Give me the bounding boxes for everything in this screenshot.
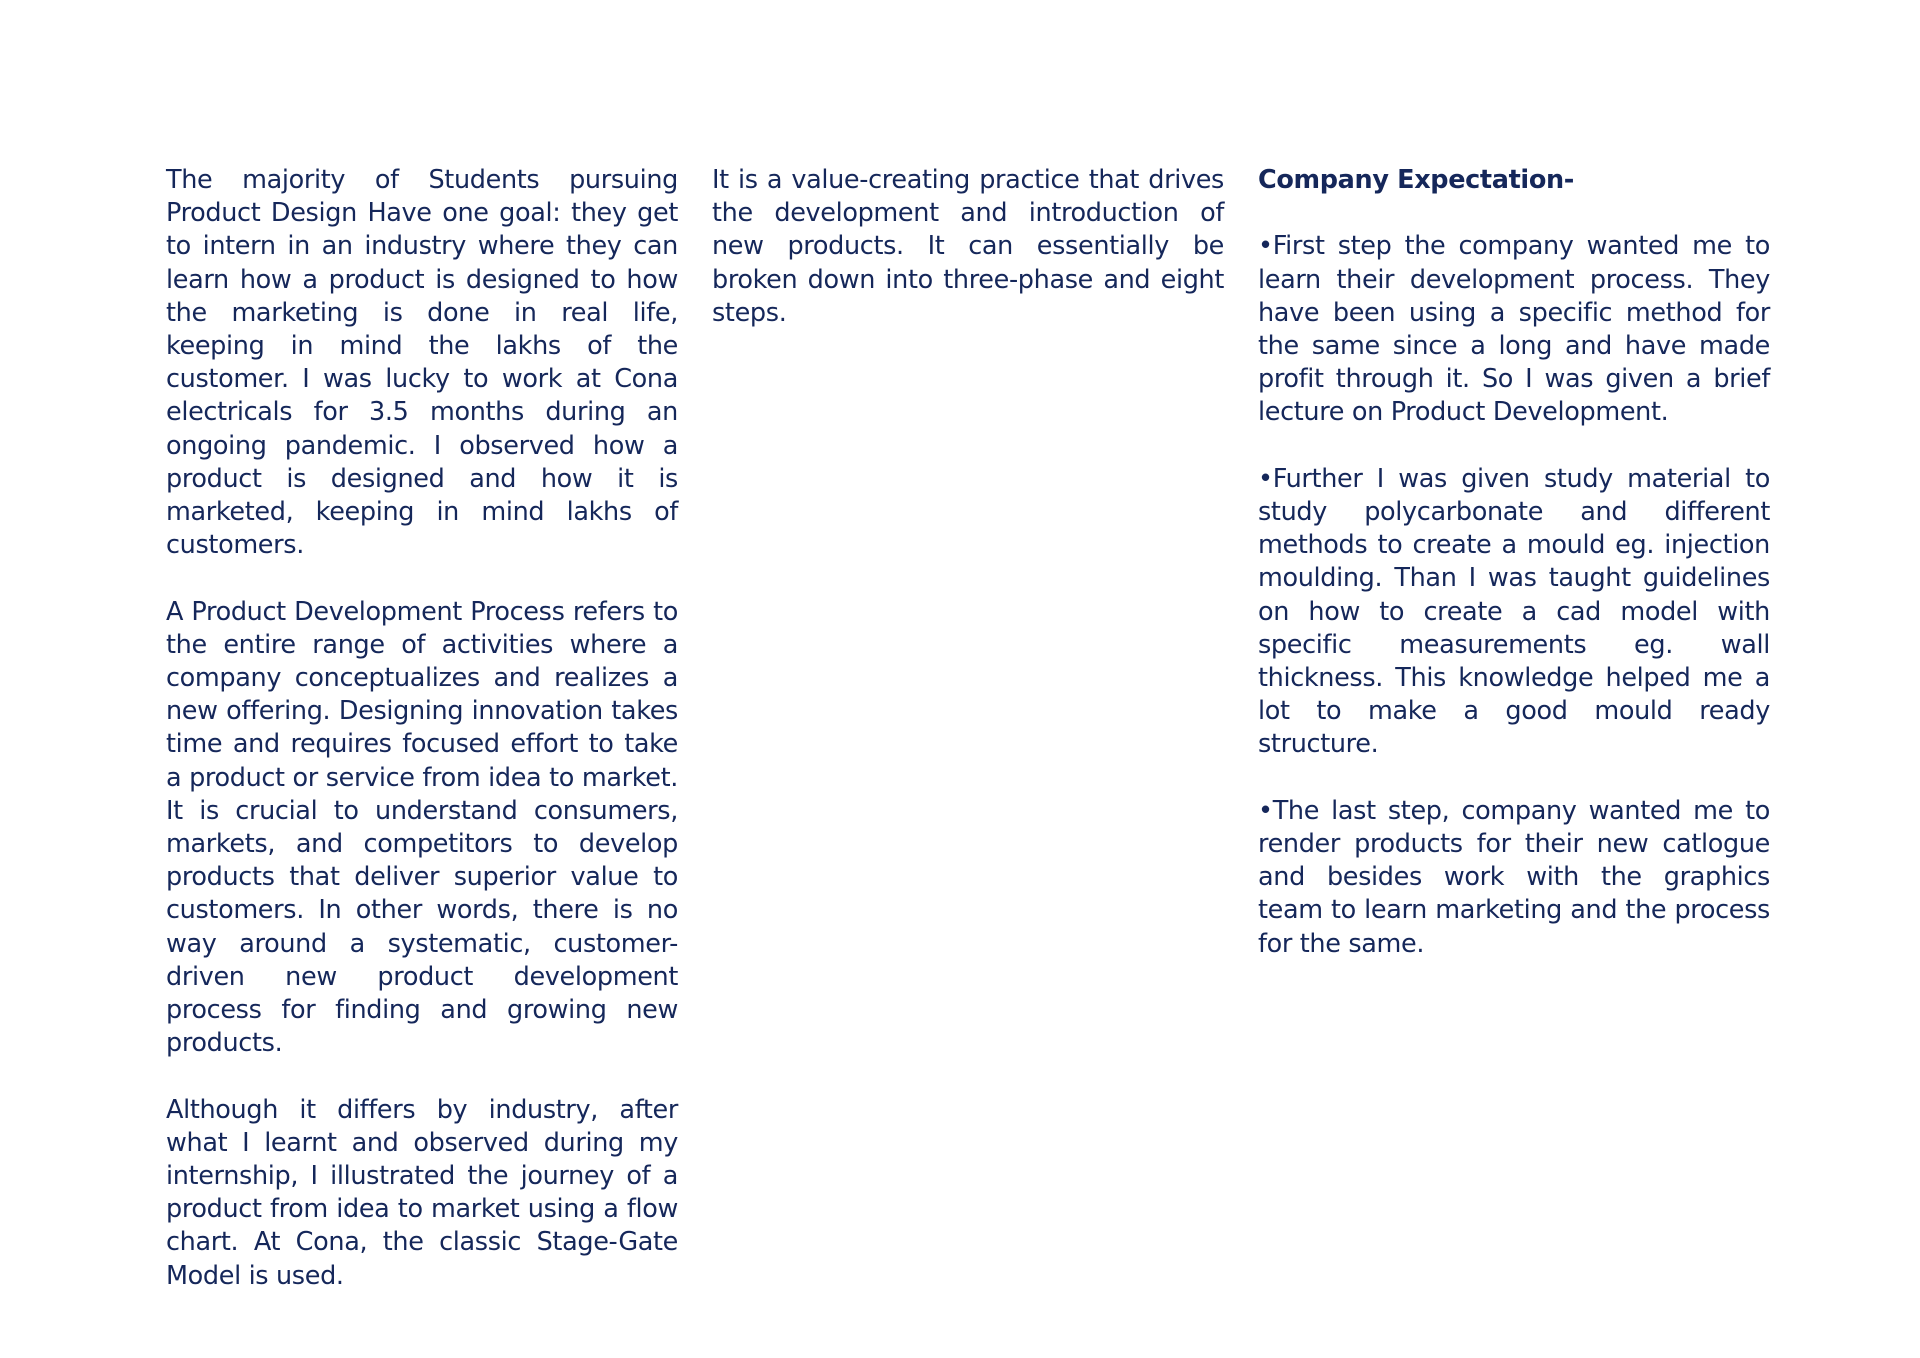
right-text-column (1258, 164, 1770, 994)
value-creating-paragraph: It is a value-creating practice that drives the development and introduction of new products. It can essentially be broken down into three-phase and eight steps. (712, 165, 1224, 328)
expectation-first-step: •First step the company wanted me to learn their development process. They have been using a specific method for the same since a long and have made profit through it. So I was given a brief lecture on Product Development. (1258, 231, 1770, 428)
expectation-further-step: •Further I was given study material to study polycarbonate and different methods to create a mould eg. injection moulding. Than I was taught guidelines on how to create a cad model with specific measurements eg. wall thickness. This knowledge helped me a lot to make a good mould ready structure. (1258, 463, 1770, 760)
product-development-paragraph: A Product Development Process refers to the entire range of activities where a company conceptualizes and realizes a new offering. Designing innovation takes time and requires focused effort to take a product or service from idea to market. It is crucial to understand consumers, markets, and competitors to develop products that deliver superior value to customers. In other words, there is no way around a systematic, customer-driven new product development process for finding and growing new products. (166, 596, 678, 1059)
expectation-last-step: •The last step, company wanted me to render products for their new catlogue and besides work with the graphics team to learn marketing and the process for the same. (1258, 795, 1770, 959)
company-expectation-heading: Company Expectation- (1258, 165, 1575, 195)
middle-text-column (712, 164, 1224, 363)
intro-paragraph: The majority of Students pursuing Product Design Have one goal: they get to intern in an industry where they can learn how a product is designed to how the marketing is done in real life, keeping in mind the lakhs of the customer. I was lucky to work at Cona electricals for 3.5 months during an ongoing pandemic. I observed how a product is designed and how it is marketed, keeping in mind lakhs of customers. (166, 165, 678, 561)
stage-gate-paragraph: Although it differs by industry, after what I learnt and observed during my internship, I illustrated the journey of a product from idea to market using a flow chart. At Cona, the classic Stage-Gate Model is used. (166, 1094, 678, 1291)
left-text-column (166, 164, 678, 1326)
